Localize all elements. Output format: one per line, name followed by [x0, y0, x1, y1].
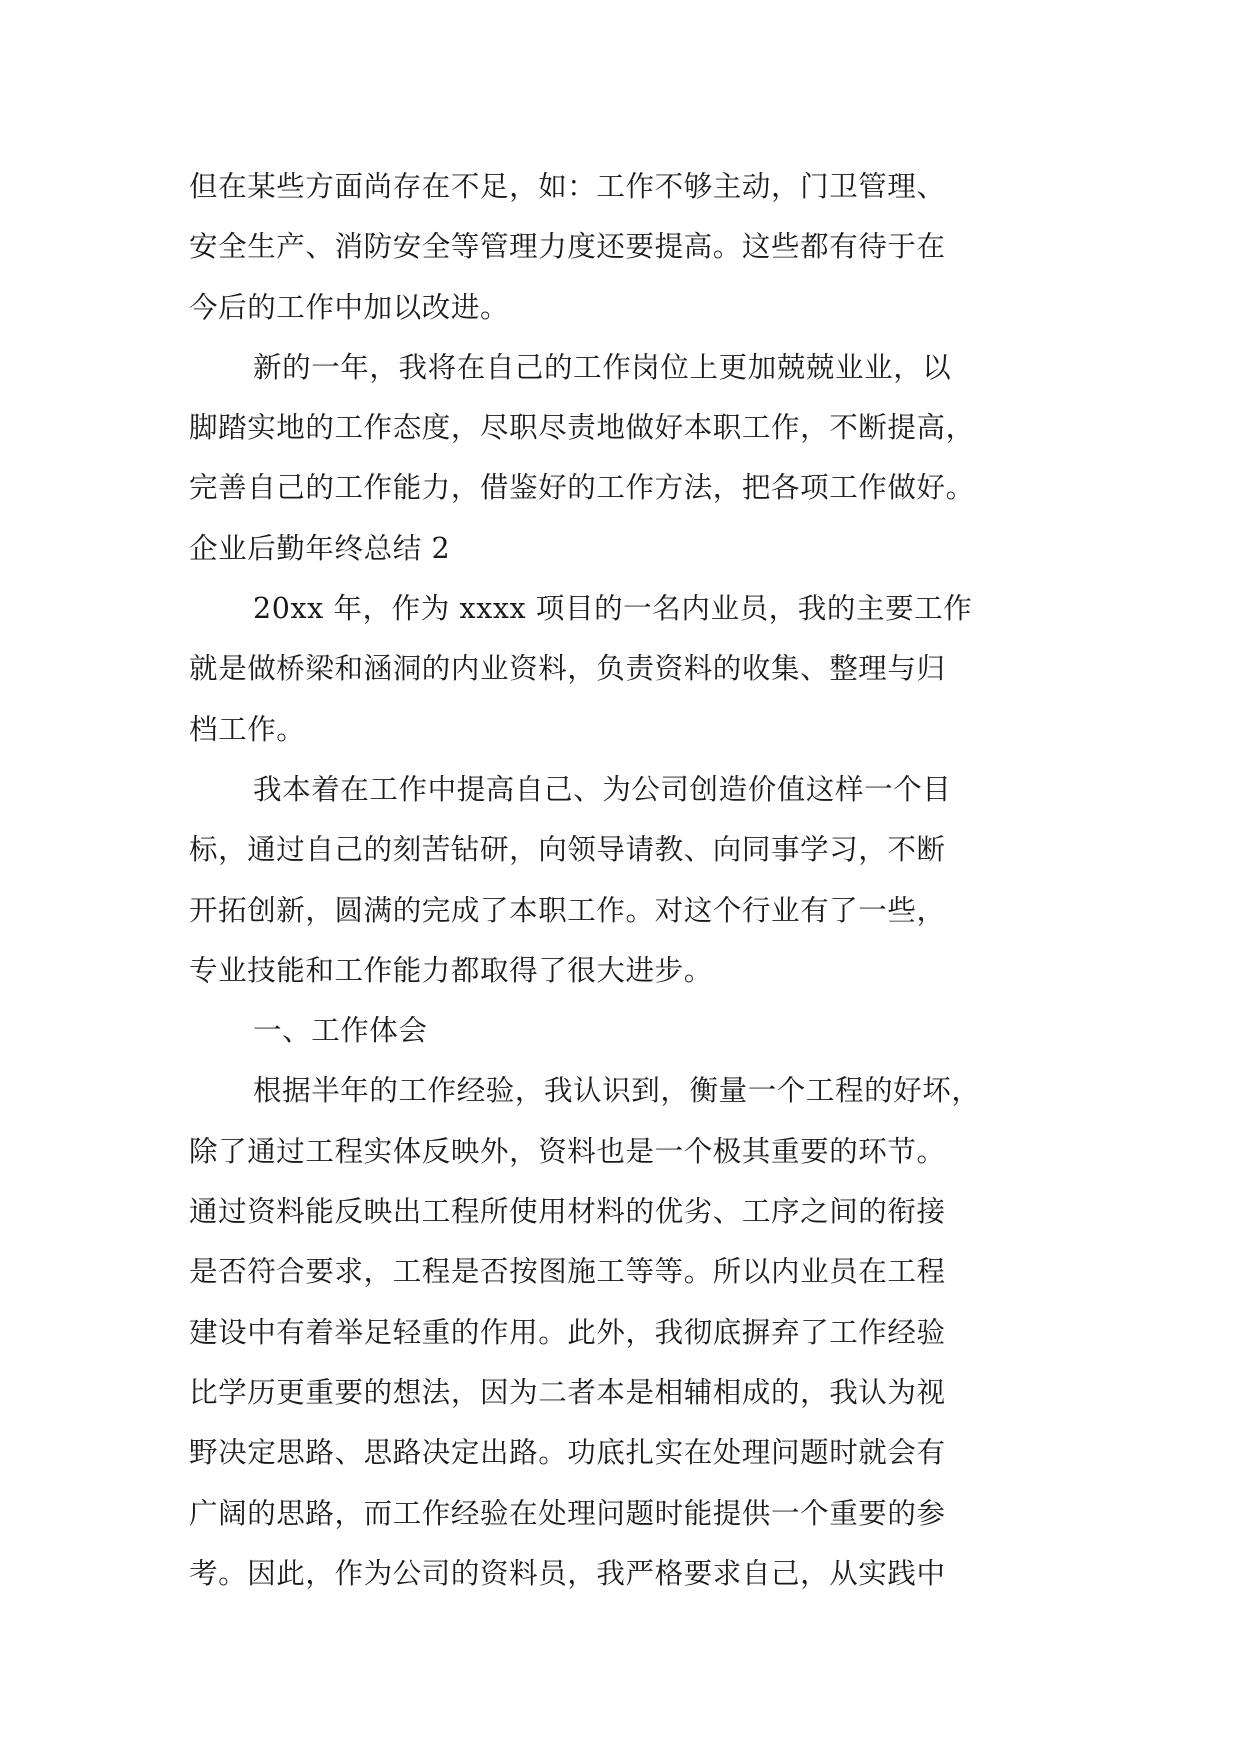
text-line: 就是做桥梁和涵洞的内业资料，负责资料的收集、整理与归: [189, 652, 946, 686]
text-line: 除了通过工程实体反映外，资料也是一个极其重要的环节。: [189, 1134, 946, 1168]
text-line: 20xx 年，作为 xxxx 项目的一名内业员，我的主要工作: [253, 592, 973, 626]
text-line: 标，通过自己的刻苦钻研，向领导请教、向同事学习，不断: [189, 833, 946, 867]
text-line: 完善自己的工作能力，借鉴好的工作方法，把各项工作做好。: [189, 471, 975, 505]
document-body: [189, 157, 1069, 1604]
subsection-heading: 一、工作体会: [253, 1014, 428, 1048]
text-line: 是否符合要求，工程是否按图施工等等。所以内业员在工程: [189, 1255, 946, 1289]
text-line: 广阔的思路，而工作经验在处理问题时能提供一个重要的参: [189, 1496, 946, 1530]
text-line: 开拓创新，圆满的完成了本职工作。对这个行业有了一些，: [189, 893, 946, 927]
text-line: 通过资料能反映出工程所使用材料的优劣、工序之间的衔接: [189, 1195, 946, 1229]
text-line: 专业技能和工作能力都取得了很大进步。: [189, 953, 713, 987]
text-line: 脚踏实地的工作态度，尽职尽责地做好本职工作，不断提高，: [189, 411, 975, 445]
text-line: 今后的工作中加以改进。: [189, 290, 510, 324]
text-line: 根据半年的工作经验，我认识到，衡量一个工程的好坏，: [253, 1074, 981, 1108]
text-line: 野决定思路、思路决定出路。功底扎实在处理问题时就会有: [189, 1436, 946, 1470]
text-line: 比学历更重要的想法，因为二者本是相辅相成的，我认为视: [189, 1375, 946, 1409]
text-line: 但在某些方面尚存在不足，如：工作不够主动，门卫管理、: [189, 170, 946, 203]
text-line: 新的一年，我将在自己的工作岗位上更加兢兢业业，以: [253, 350, 952, 384]
text-line: 安全生产、消防安全等管理力度还要提高。这些都有待于在: [189, 230, 946, 264]
text-line: 考。因此，作为公司的资料员，我严格要求自己，从实践中: [189, 1556, 946, 1590]
text-line: 建设中有着举足轻重的作用。此外，我彻底摒弃了工作经验: [189, 1315, 946, 1349]
text-line: 档工作。: [189, 712, 306, 746]
section-heading: 企业后勤年终总结 2: [189, 531, 451, 565]
text-line: 我本着在工作中提高自己、为公司创造价值这样一个目: [253, 772, 952, 806]
